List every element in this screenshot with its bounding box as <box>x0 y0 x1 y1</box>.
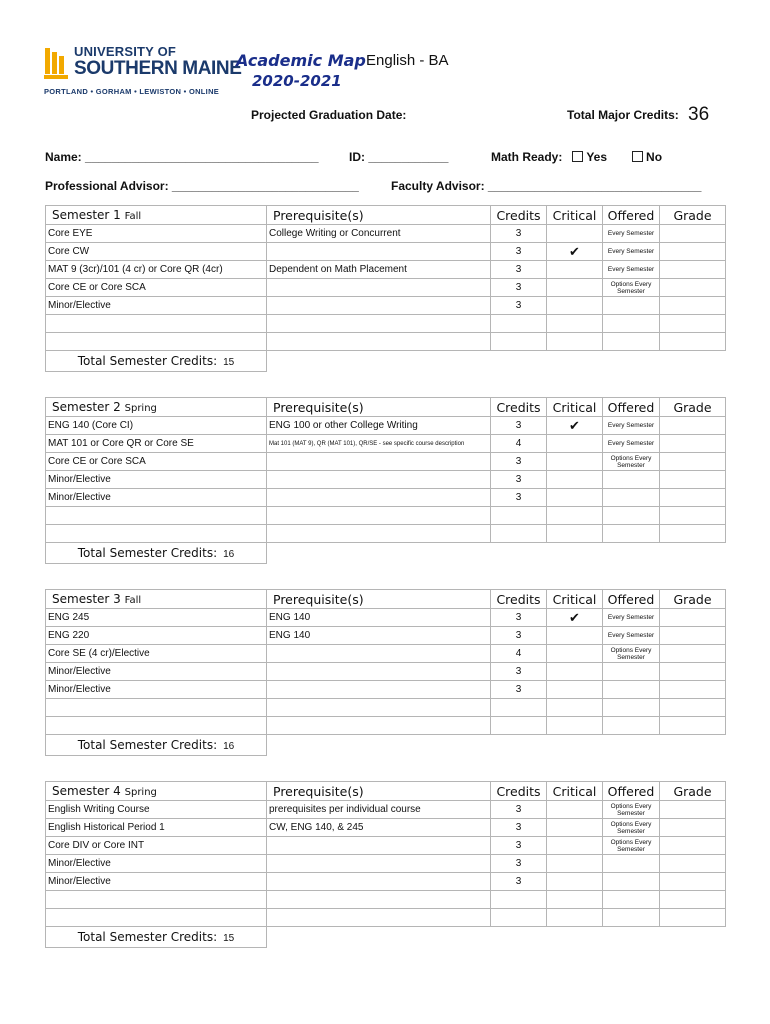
course-name[interactable] <box>46 909 267 927</box>
course-offered[interactable] <box>603 873 660 891</box>
course-credits[interactable]: 3 <box>491 855 547 873</box>
course-grade[interactable] <box>660 261 726 279</box>
course-offered[interactable] <box>603 297 660 315</box>
grade-header: Grade <box>660 398 726 417</box>
course-name[interactable] <box>46 717 267 735</box>
semester-header-row <box>46 206 726 225</box>
semester-label: Semester 1 <box>52 208 121 222</box>
course-offered[interactable] <box>603 681 660 699</box>
critical-check[interactable]: ✔ <box>547 243 603 261</box>
course-row <box>46 909 726 927</box>
course-grade[interactable] <box>660 417 726 435</box>
course-prereq[interactable] <box>267 717 491 735</box>
course-name[interactable]: English Writing Course <box>46 801 267 819</box>
course-row <box>46 609 726 627</box>
course-row <box>46 873 726 891</box>
critical-check[interactable] <box>547 717 603 735</box>
semester-3-table <box>45 589 726 756</box>
critical-header: Critical <box>547 590 603 609</box>
semester-header-row <box>46 590 726 609</box>
critical-check[interactable]: ✔ <box>547 417 603 435</box>
semester-label: Semester 2 <box>52 400 121 414</box>
credits-header: Credits <box>491 206 547 225</box>
course-name[interactable]: Minor/Elective <box>46 489 267 507</box>
faculty-advisor-field[interactable]: Faculty Advisor: ________________________________ <box>391 179 702 193</box>
semester-label: Semester 3 <box>52 592 121 606</box>
course-offered[interactable]: Every Semester <box>603 225 660 243</box>
course-offered[interactable] <box>603 471 660 489</box>
course-prereq[interactable]: CW, ENG 140, & 245 <box>267 819 491 837</box>
critical-check[interactable] <box>547 489 603 507</box>
credits-header: Credits <box>491 782 547 801</box>
total-credits-label: Total Semester Credits: <box>77 738 218 752</box>
course-name[interactable]: Minor/Elective <box>46 681 267 699</box>
critical-header: Critical <box>547 206 603 225</box>
critical-check[interactable] <box>547 837 603 855</box>
logo-cities: PORTLAND • GORHAM • LEWISTON • ONLINE <box>44 87 220 96</box>
course-grade[interactable] <box>660 855 726 873</box>
total-major-label: Total Major Credits: <box>567 108 679 122</box>
prereq-header: Prerequisite(s) <box>267 398 491 417</box>
total-credits-cell <box>46 351 267 372</box>
course-name[interactable]: Minor/Elective <box>46 663 267 681</box>
course-grade[interactable] <box>660 891 726 909</box>
course-offered[interactable]: Every Semester <box>603 417 660 435</box>
course-offered[interactable] <box>603 525 660 543</box>
course-name[interactable] <box>46 315 267 333</box>
course-row <box>46 315 726 333</box>
course-grade[interactable] <box>660 801 726 819</box>
course-prereq[interactable] <box>267 471 491 489</box>
course-row <box>46 717 726 735</box>
semester-term: Spring <box>124 787 157 798</box>
course-grade[interactable] <box>660 435 726 453</box>
academic-year: 2020-2021 <box>252 72 342 90</box>
course-prereq[interactable] <box>267 891 491 909</box>
grad-date-label: Projected Graduation Date: <box>251 108 407 122</box>
critical-check[interactable] <box>547 645 603 663</box>
course-offered[interactable]: Options Every Semester <box>603 279 660 297</box>
course-prereq[interactable]: College Writing or Concurrent <box>267 225 491 243</box>
course-credits[interactable] <box>491 525 547 543</box>
total-credits-cell <box>46 735 267 756</box>
math-ready-label: Math Ready: <box>491 150 563 164</box>
course-credits[interactable]: 3 <box>491 279 547 297</box>
course-offered[interactable] <box>603 489 660 507</box>
no-checkbox[interactable] <box>632 151 643 162</box>
course-prereq[interactable] <box>267 297 491 315</box>
semester-4-table <box>45 781 726 948</box>
course-grade[interactable] <box>660 243 726 261</box>
prereq-header: Prerequisite(s) <box>267 590 491 609</box>
course-grade[interactable] <box>660 279 726 297</box>
course-prereq[interactable]: ENG 100 or other College Writing <box>267 417 491 435</box>
course-prereq[interactable] <box>267 645 491 663</box>
course-offered[interactable] <box>603 507 660 525</box>
course-grade[interactable] <box>660 627 726 645</box>
credits-header: Credits <box>491 398 547 417</box>
course-offered[interactable]: Every Semester <box>603 261 660 279</box>
course-row <box>46 243 726 261</box>
offered-header: Offered <box>603 590 660 609</box>
course-name[interactable]: English Historical Period 1 <box>46 819 267 837</box>
yes-label: Yes <box>586 150 608 164</box>
course-prereq[interactable]: Mat 101 (MAT 9), QR (MAT 101), QR/SE - see specific course description <box>267 435 491 453</box>
course-row <box>46 279 726 297</box>
course-grade[interactable] <box>660 699 726 717</box>
grade-header: Grade <box>660 206 726 225</box>
course-row <box>46 435 726 453</box>
course-row <box>46 645 726 663</box>
course-offered[interactable]: Options Every Semester <box>603 645 660 663</box>
course-name[interactable] <box>46 699 267 717</box>
total-spacer <box>267 351 726 372</box>
course-row <box>46 699 726 717</box>
course-name[interactable]: Core CE or Core SCA <box>46 453 267 471</box>
yes-checkbox[interactable] <box>572 151 583 162</box>
course-grade[interactable] <box>660 315 726 333</box>
course-credits[interactable] <box>491 333 547 351</box>
critical-check[interactable] <box>547 471 603 489</box>
course-credits[interactable]: 3 <box>491 471 547 489</box>
critical-check[interactable] <box>547 507 603 525</box>
total-credits-value: 16 <box>223 549 235 560</box>
course-offered[interactable]: Every Semester <box>603 627 660 645</box>
course-row <box>46 525 726 543</box>
course-prereq[interactable] <box>267 525 491 543</box>
course-row <box>46 453 726 471</box>
grade-header: Grade <box>660 590 726 609</box>
course-offered[interactable]: Options Every Semester <box>603 837 660 855</box>
course-offered[interactable] <box>603 855 660 873</box>
course-prereq[interactable]: ENG 140 <box>267 609 491 627</box>
course-name[interactable]: Minor/Elective <box>46 873 267 891</box>
course-grade[interactable] <box>660 909 726 927</box>
course-credits[interactable]: 3 <box>491 801 547 819</box>
course-row <box>46 801 726 819</box>
course-name[interactable]: ENG 140 (Core CI) <box>46 417 267 435</box>
logo-line2: SOUTHERN MAINE <box>74 58 242 79</box>
course-row <box>46 417 726 435</box>
total-spacer <box>267 735 726 756</box>
semester-term: Spring <box>124 403 157 414</box>
course-name[interactable]: Core CE or Core SCA <box>46 279 267 297</box>
critical-check[interactable] <box>547 315 603 333</box>
critical-check[interactable] <box>547 909 603 927</box>
offered-header: Offered <box>603 398 660 417</box>
course-prereq[interactable]: Dependent on Math Placement <box>267 261 491 279</box>
course-name[interactable]: MAT 101 or Core QR or Core SE <box>46 435 267 453</box>
total-credits-value: 15 <box>223 357 235 368</box>
total-credits-value: 16 <box>223 741 235 752</box>
total-credits-label: Total Semester Credits: <box>77 354 218 368</box>
critical-check[interactable] <box>547 435 603 453</box>
total-credits-cell <box>46 543 267 564</box>
course-row <box>46 663 726 681</box>
course-grade[interactable] <box>660 717 726 735</box>
total-credits-cell <box>46 927 267 948</box>
course-grade[interactable] <box>660 645 726 663</box>
course-prereq[interactable] <box>267 489 491 507</box>
course-grade[interactable] <box>660 453 726 471</box>
total-spacer <box>267 543 726 564</box>
critical-header: Critical <box>547 398 603 417</box>
course-grade[interactable] <box>660 837 726 855</box>
semester-header-row <box>46 398 726 417</box>
total-credits-row <box>46 543 726 564</box>
critical-check[interactable] <box>547 261 603 279</box>
course-name[interactable]: Core DIV or Core INT <box>46 837 267 855</box>
semester-label-cell <box>46 782 267 801</box>
course-offered[interactable] <box>603 891 660 909</box>
course-offered[interactable]: Options Every Semester <box>603 819 660 837</box>
course-row <box>46 837 726 855</box>
critical-check[interactable] <box>547 681 603 699</box>
course-credits[interactable]: 3 <box>491 225 547 243</box>
course-credits[interactable]: 3 <box>491 663 547 681</box>
course-prereq[interactable] <box>267 681 491 699</box>
course-credits[interactable]: 3 <box>491 837 547 855</box>
total-credits-label: Total Semester Credits: <box>77 546 218 560</box>
course-credits[interactable]: 3 <box>491 681 547 699</box>
course-row <box>46 261 726 279</box>
total-credits-label: Total Semester Credits: <box>77 930 218 944</box>
course-row <box>46 681 726 699</box>
course-name[interactable]: Minor/Elective <box>46 471 267 489</box>
course-grade[interactable] <box>660 471 726 489</box>
semester-term: Fall <box>124 595 142 606</box>
course-grade[interactable] <box>660 663 726 681</box>
math-ready-group <box>491 150 662 164</box>
critical-check[interactable] <box>547 819 603 837</box>
course-name[interactable]: ENG 245 <box>46 609 267 627</box>
critical-check[interactable] <box>547 891 603 909</box>
course-credits[interactable]: 3 <box>491 261 547 279</box>
critical-check[interactable] <box>547 279 603 297</box>
total-spacer <box>267 927 726 948</box>
course-credits[interactable]: 3 <box>491 609 547 627</box>
course-name[interactable]: ENG 220 <box>46 627 267 645</box>
critical-check[interactable] <box>547 855 603 873</box>
course-credits[interactable] <box>491 699 547 717</box>
course-credits[interactable]: 3 <box>491 819 547 837</box>
semester-header-row <box>46 782 726 801</box>
grade-header: Grade <box>660 782 726 801</box>
semester-label-cell <box>46 398 267 417</box>
critical-check[interactable] <box>547 627 603 645</box>
professional-advisor-field[interactable]: Professional Advisor: ____________________________ <box>45 179 359 193</box>
course-prereq[interactable]: ENG 140 <box>267 627 491 645</box>
course-credits[interactable] <box>491 909 547 927</box>
course-prereq[interactable] <box>267 279 491 297</box>
logo-line1: UNIVERSITY OF <box>74 44 177 59</box>
offered-header: Offered <box>603 206 660 225</box>
course-credits[interactable]: 4 <box>491 645 547 663</box>
map-title: Academic Map <box>236 51 366 70</box>
course-row <box>46 627 726 645</box>
critical-check[interactable] <box>547 525 603 543</box>
prereq-header: Prerequisite(s) <box>267 782 491 801</box>
course-offered[interactable]: Options Every Semester <box>603 453 660 471</box>
course-prereq[interactable] <box>267 699 491 717</box>
course-grade[interactable] <box>660 819 726 837</box>
course-offered[interactable]: Options Every Semester <box>603 801 660 819</box>
course-prereq[interactable] <box>267 315 491 333</box>
critical-check[interactable] <box>547 663 603 681</box>
id-field[interactable]: ID: ____________ <box>349 150 449 164</box>
course-offered[interactable] <box>603 909 660 927</box>
course-credits[interactable]: 3 <box>491 627 547 645</box>
course-offered[interactable] <box>603 699 660 717</box>
critical-check[interactable] <box>547 453 603 471</box>
course-row <box>46 225 726 243</box>
critical-check[interactable] <box>547 297 603 315</box>
course-offered[interactable] <box>603 333 660 351</box>
critical-check[interactable] <box>547 333 603 351</box>
semester-1-table <box>45 205 726 372</box>
total-credits-row <box>46 351 726 372</box>
course-credits[interactable] <box>491 507 547 525</box>
course-prereq[interactable] <box>267 243 491 261</box>
course-credits[interactable]: 3 <box>491 297 547 315</box>
course-credits[interactable]: 3 <box>491 453 547 471</box>
course-prereq[interactable] <box>267 333 491 351</box>
course-prereq[interactable] <box>267 873 491 891</box>
semester-label-cell <box>46 206 267 225</box>
course-grade[interactable] <box>660 333 726 351</box>
critical-check[interactable] <box>547 873 603 891</box>
course-row <box>46 489 726 507</box>
course-grade[interactable] <box>660 873 726 891</box>
course-name[interactable]: Core EYE <box>46 225 267 243</box>
course-prereq[interactable] <box>267 909 491 927</box>
course-offered[interactable] <box>603 315 660 333</box>
total-major-value: 36 <box>688 104 710 125</box>
semester-label-cell <box>46 590 267 609</box>
course-credits[interactable]: 3 <box>491 417 547 435</box>
course-grade[interactable] <box>660 507 726 525</box>
course-prereq[interactable]: prerequisites per individual course <box>267 801 491 819</box>
course-name[interactable] <box>46 891 267 909</box>
critical-check[interactable] <box>547 801 603 819</box>
no-label: No <box>646 150 663 164</box>
course-credits[interactable]: 3 <box>491 489 547 507</box>
course-row <box>46 819 726 837</box>
course-offered[interactable] <box>603 663 660 681</box>
course-grade[interactable] <box>660 489 726 507</box>
course-offered[interactable]: Every Semester <box>603 243 660 261</box>
semester-2-table <box>45 397 726 564</box>
course-name[interactable] <box>46 333 267 351</box>
course-name[interactable]: MAT 9 (3cr)/101 (4 cr) or Core QR (4cr) <box>46 261 267 279</box>
course-row <box>46 855 726 873</box>
course-row <box>46 891 726 909</box>
course-name[interactable]: Core SE (4 cr)/Elective <box>46 645 267 663</box>
course-name[interactable] <box>46 525 267 543</box>
critical-check[interactable] <box>547 225 603 243</box>
semester-label: Semester 4 <box>52 784 121 798</box>
critical-check[interactable] <box>547 699 603 717</box>
name-field[interactable]: Name: ___________________________________ <box>45 150 319 164</box>
course-row <box>46 297 726 315</box>
course-credits[interactable]: 4 <box>491 435 547 453</box>
critical-check[interactable]: ✔ <box>547 609 603 627</box>
total-credits-value: 15 <box>223 933 235 944</box>
course-row <box>46 333 726 351</box>
course-name[interactable]: Minor/Elective <box>46 297 267 315</box>
course-credits[interactable]: 3 <box>491 873 547 891</box>
course-grade[interactable] <box>660 225 726 243</box>
usm-logo <box>44 44 242 99</box>
course-name[interactable] <box>46 507 267 525</box>
course-row <box>46 507 726 525</box>
course-credits[interactable] <box>491 315 547 333</box>
offered-header: Offered <box>603 782 660 801</box>
course-grade[interactable] <box>660 297 726 315</box>
course-credits[interactable] <box>491 891 547 909</box>
program-name: English - BA <box>366 52 449 69</box>
course-prereq[interactable] <box>267 837 491 855</box>
course-credits[interactable]: 3 <box>491 243 547 261</box>
course-grade[interactable] <box>660 681 726 699</box>
course-offered[interactable]: Every Semester <box>603 435 660 453</box>
critical-header: Critical <box>547 782 603 801</box>
course-name[interactable]: Core CW <box>46 243 267 261</box>
course-prereq[interactable] <box>267 507 491 525</box>
course-credits[interactable] <box>491 717 547 735</box>
course-name[interactable]: Minor/Elective <box>46 855 267 873</box>
usm-logo-mark-icon <box>44 46 70 80</box>
total-credits-row <box>46 735 726 756</box>
course-prereq[interactable] <box>267 663 491 681</box>
course-offered[interactable] <box>603 717 660 735</box>
semester-term: Fall <box>124 211 142 222</box>
credits-header: Credits <box>491 590 547 609</box>
course-prereq[interactable] <box>267 453 491 471</box>
course-grade[interactable] <box>660 609 726 627</box>
course-grade[interactable] <box>660 525 726 543</box>
prereq-header: Prerequisite(s) <box>267 206 491 225</box>
course-prereq[interactable] <box>267 855 491 873</box>
course-offered[interactable]: Every Semester <box>603 609 660 627</box>
course-row <box>46 471 726 489</box>
total-credits-row <box>46 927 726 948</box>
